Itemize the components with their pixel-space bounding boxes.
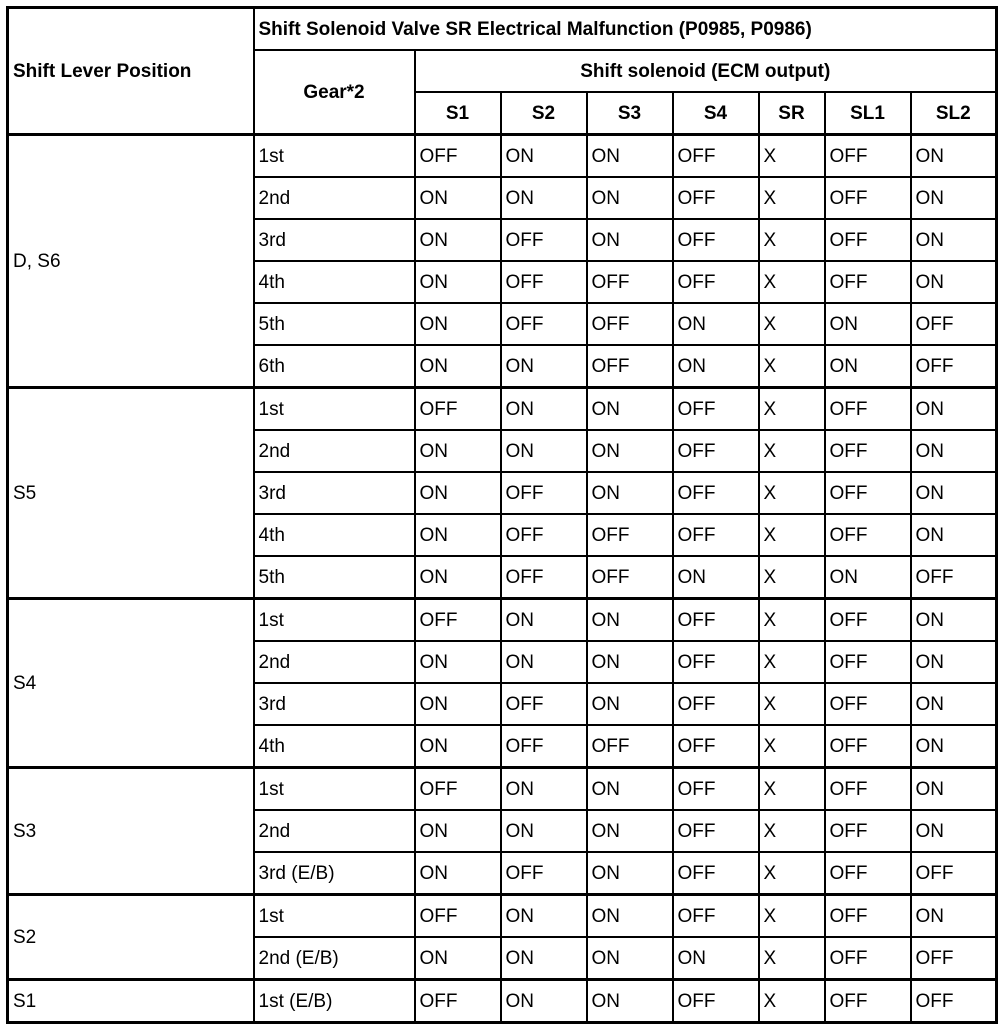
lever-position-cell: S4 xyxy=(8,599,254,768)
solenoid-state-cell: ON xyxy=(673,556,759,599)
solenoid-state-cell: OFF xyxy=(501,556,587,599)
table-row xyxy=(8,768,997,811)
solenoid-state-cell: X xyxy=(759,177,825,219)
solenoid-state-cell: OFF xyxy=(501,514,587,556)
solenoid-state-cell: OFF xyxy=(825,219,911,261)
solenoid-state-cell: OFF xyxy=(911,980,997,1023)
solenoid-state-cell: OFF xyxy=(825,937,911,980)
solenoid-state-cell: ON xyxy=(587,388,673,431)
solenoid-state-cell: ON xyxy=(587,937,673,980)
solenoid-state-cell: ON xyxy=(587,895,673,938)
solenoid-table xyxy=(6,6,998,1024)
solenoid-state-cell: OFF xyxy=(501,219,587,261)
solenoid-state-cell: OFF xyxy=(587,725,673,768)
solenoid-state-cell: OFF xyxy=(825,641,911,683)
gear-cell: 2nd (E/B) xyxy=(254,937,415,980)
solenoid-state-cell: ON xyxy=(587,430,673,472)
solenoid-state-cell: X xyxy=(759,303,825,345)
solenoid-state-cell: ON xyxy=(587,219,673,261)
solenoid-state-cell: X xyxy=(759,725,825,768)
solenoid-state-cell: X xyxy=(759,810,825,852)
table-row xyxy=(8,895,997,938)
solenoid-state-cell: ON xyxy=(415,472,501,514)
solenoid-state-cell: ON xyxy=(501,980,587,1023)
solenoid-state-cell: X xyxy=(759,852,825,895)
gear-cell: 2nd xyxy=(254,177,415,219)
gear-cell: 1st xyxy=(254,599,415,642)
solenoid-state-cell: OFF xyxy=(911,303,997,345)
solenoid-state-cell: OFF xyxy=(415,388,501,431)
solenoid-state-cell: ON xyxy=(415,345,501,388)
solenoid-state-cell: OFF xyxy=(501,303,587,345)
solenoid-state-cell: ON xyxy=(587,599,673,642)
malfunction-title: Shift Solenoid Valve SR Electrical Malfunction (P0985, P0986) xyxy=(254,8,997,51)
solenoid-state-cell: OFF xyxy=(673,219,759,261)
solenoid-header-s4: S4 xyxy=(673,92,759,135)
solenoid-state-cell: ON xyxy=(501,135,587,178)
solenoid-state-cell: ON xyxy=(825,556,911,599)
solenoid-state-cell: OFF xyxy=(825,810,911,852)
solenoid-state-cell: X xyxy=(759,388,825,431)
lever-position-cell: S2 xyxy=(8,895,254,980)
gear-cell: 1st xyxy=(254,768,415,811)
solenoid-state-cell: ON xyxy=(825,303,911,345)
gear-cell: 4th xyxy=(254,725,415,768)
solenoid-state-cell: OFF xyxy=(673,514,759,556)
solenoid-state-cell: OFF xyxy=(825,852,911,895)
lever-position-header: Shift Lever Position xyxy=(8,8,254,135)
solenoid-state-cell: ON xyxy=(415,177,501,219)
solenoid-state-cell: ON xyxy=(911,599,997,642)
solenoid-state-cell: X xyxy=(759,514,825,556)
solenoid-state-cell: OFF xyxy=(673,980,759,1023)
solenoid-state-cell: ON xyxy=(911,641,997,683)
solenoid-state-cell: X xyxy=(759,937,825,980)
lever-position-cell: D, S6 xyxy=(8,135,254,388)
solenoid-state-cell: ON xyxy=(911,472,997,514)
solenoid-state-cell: ON xyxy=(911,135,997,178)
solenoid-state-cell: ON xyxy=(911,388,997,431)
solenoid-state-cell: ON xyxy=(673,345,759,388)
solenoid-state-cell: X xyxy=(759,472,825,514)
solenoid-state-cell: OFF xyxy=(673,599,759,642)
solenoid-state-cell: ON xyxy=(415,261,501,303)
solenoid-state-cell: ON xyxy=(415,303,501,345)
solenoid-state-cell: ON xyxy=(415,683,501,725)
solenoid-state-cell: ON xyxy=(911,683,997,725)
solenoid-state-cell: OFF xyxy=(673,177,759,219)
solenoid-state-cell: OFF xyxy=(825,514,911,556)
solenoid-state-cell: OFF xyxy=(587,345,673,388)
solenoid-state-cell: OFF xyxy=(911,852,997,895)
gear-header: Gear*2 xyxy=(254,50,415,135)
solenoid-state-cell: OFF xyxy=(415,768,501,811)
solenoid-state-cell: ON xyxy=(911,430,997,472)
solenoid-state-cell: OFF xyxy=(587,556,673,599)
solenoid-state-cell: X xyxy=(759,261,825,303)
solenoid-state-cell: ON xyxy=(501,937,587,980)
solenoid-state-cell: X xyxy=(759,641,825,683)
solenoid-state-cell: OFF xyxy=(415,980,501,1023)
solenoid-state-cell: ON xyxy=(415,514,501,556)
gear-cell: 1st xyxy=(254,388,415,431)
table-body xyxy=(8,135,997,1023)
solenoid-state-cell: OFF xyxy=(501,725,587,768)
gear-cell: 4th xyxy=(254,514,415,556)
gear-cell: 2nd xyxy=(254,430,415,472)
solenoid-state-cell: ON xyxy=(415,219,501,261)
solenoid-state-cell: OFF xyxy=(415,895,501,938)
solenoid-state-cell: ON xyxy=(415,937,501,980)
solenoid-state-cell: ON xyxy=(415,810,501,852)
table-row xyxy=(8,388,997,431)
solenoid-state-cell: OFF xyxy=(825,430,911,472)
solenoid-state-cell: OFF xyxy=(825,895,911,938)
solenoid-state-cell: ON xyxy=(415,430,501,472)
solenoid-state-cell: OFF xyxy=(825,980,911,1023)
solenoid-header-sl2: SL2 xyxy=(911,92,997,135)
solenoid-state-cell: X xyxy=(759,345,825,388)
solenoid-header-s3: S3 xyxy=(587,92,673,135)
gear-cell: 5th xyxy=(254,303,415,345)
solenoid-state-cell: OFF xyxy=(587,303,673,345)
solenoid-header-s1: S1 xyxy=(415,92,501,135)
solenoid-state-cell: ON xyxy=(501,177,587,219)
solenoid-state-cell: ON xyxy=(911,725,997,768)
solenoid-state-cell: ON xyxy=(911,768,997,811)
gear-cell: 4th xyxy=(254,261,415,303)
solenoid-state-cell: OFF xyxy=(501,683,587,725)
solenoid-state-cell: ON xyxy=(911,810,997,852)
solenoid-state-cell: OFF xyxy=(673,852,759,895)
gear-cell: 5th xyxy=(254,556,415,599)
solenoid-state-cell: ON xyxy=(501,641,587,683)
solenoid-state-cell: OFF xyxy=(501,261,587,303)
solenoid-state-cell: ON xyxy=(501,430,587,472)
solenoid-state-cell: ON xyxy=(415,725,501,768)
lever-position-cell: S1 xyxy=(8,980,254,1023)
solenoid-state-cell: X xyxy=(759,556,825,599)
solenoid-state-cell: OFF xyxy=(673,810,759,852)
solenoid-state-cell: OFF xyxy=(673,472,759,514)
solenoid-state-cell: OFF xyxy=(673,768,759,811)
gear-cell: 3rd xyxy=(254,683,415,725)
solenoid-state-cell: ON xyxy=(587,683,673,725)
document xyxy=(6,6,998,1024)
solenoid-state-cell: OFF xyxy=(673,895,759,938)
gear-cell: 1st (E/B) xyxy=(254,980,415,1023)
table-row xyxy=(8,135,997,178)
solenoid-state-cell: ON xyxy=(673,303,759,345)
solenoid-state-cell: OFF xyxy=(673,683,759,725)
solenoid-state-cell: ON xyxy=(501,895,587,938)
solenoid-state-cell: OFF xyxy=(825,135,911,178)
solenoid-state-cell: X xyxy=(759,683,825,725)
solenoid-state-cell: OFF xyxy=(673,725,759,768)
solenoid-state-cell: OFF xyxy=(825,388,911,431)
solenoid-state-cell: OFF xyxy=(673,641,759,683)
solenoid-state-cell: X xyxy=(759,599,825,642)
solenoid-state-cell: ON xyxy=(415,852,501,895)
table-header xyxy=(8,8,997,135)
lever-position-cell: S5 xyxy=(8,388,254,599)
solenoid-state-cell: ON xyxy=(501,388,587,431)
solenoid-state-cell: ON xyxy=(415,641,501,683)
solenoid-state-cell: OFF xyxy=(825,768,911,811)
solenoid-state-cell: ON xyxy=(911,895,997,938)
solenoid-state-cell: X xyxy=(759,895,825,938)
solenoid-state-cell: ON xyxy=(501,599,587,642)
solenoid-state-cell: ON xyxy=(911,177,997,219)
solenoid-state-cell: ON xyxy=(587,177,673,219)
solenoid-state-cell: ON xyxy=(501,345,587,388)
solenoid-state-cell: ON xyxy=(911,261,997,303)
solenoid-group-header: Shift solenoid (ECM output) xyxy=(415,50,997,92)
gear-cell: 3rd xyxy=(254,219,415,261)
solenoid-state-cell: OFF xyxy=(911,556,997,599)
solenoid-header-s2: S2 xyxy=(501,92,587,135)
solenoid-state-cell: ON xyxy=(587,768,673,811)
solenoid-state-cell: ON xyxy=(501,810,587,852)
solenoid-state-cell: ON xyxy=(587,135,673,178)
solenoid-state-cell: OFF xyxy=(825,472,911,514)
solenoid-state-cell: OFF xyxy=(673,135,759,178)
solenoid-state-cell: ON xyxy=(673,937,759,980)
solenoid-state-cell: ON xyxy=(911,514,997,556)
table-row xyxy=(8,599,997,642)
solenoid-state-cell: ON xyxy=(415,556,501,599)
solenoid-state-cell: OFF xyxy=(501,472,587,514)
lever-position-cell: S3 xyxy=(8,768,254,895)
solenoid-state-cell: ON xyxy=(587,641,673,683)
solenoid-header-sr: SR xyxy=(759,92,825,135)
gear-cell: 2nd xyxy=(254,810,415,852)
solenoid-state-cell: OFF xyxy=(825,177,911,219)
solenoid-state-cell: ON xyxy=(587,980,673,1023)
solenoid-state-cell: ON xyxy=(825,345,911,388)
solenoid-state-cell: X xyxy=(759,219,825,261)
gear-cell: 1st xyxy=(254,895,415,938)
solenoid-state-cell: ON xyxy=(587,810,673,852)
solenoid-state-cell: X xyxy=(759,135,825,178)
solenoid-state-cell: OFF xyxy=(673,261,759,303)
table-row xyxy=(8,980,997,1023)
gear-cell: 3rd xyxy=(254,472,415,514)
solenoid-state-cell: X xyxy=(759,768,825,811)
solenoid-state-cell: OFF xyxy=(501,852,587,895)
solenoid-state-cell: OFF xyxy=(911,345,997,388)
solenoid-state-cell: OFF xyxy=(415,599,501,642)
gear-cell: 3rd (E/B) xyxy=(254,852,415,895)
solenoid-state-cell: OFF xyxy=(587,261,673,303)
solenoid-state-cell: ON xyxy=(587,852,673,895)
solenoid-state-cell: ON xyxy=(587,472,673,514)
solenoid-state-cell: OFF xyxy=(587,514,673,556)
gear-cell: 2nd xyxy=(254,641,415,683)
solenoid-state-cell: OFF xyxy=(825,599,911,642)
solenoid-state-cell: X xyxy=(759,980,825,1023)
solenoid-state-cell: OFF xyxy=(825,683,911,725)
solenoid-state-cell: X xyxy=(759,430,825,472)
solenoid-state-cell: OFF xyxy=(673,430,759,472)
solenoid-state-cell: OFF xyxy=(825,261,911,303)
solenoid-state-cell: OFF xyxy=(415,135,501,178)
gear-cell: 1st xyxy=(254,135,415,178)
gear-cell: 6th xyxy=(254,345,415,388)
solenoid-state-cell: ON xyxy=(911,219,997,261)
solenoid-state-cell: OFF xyxy=(825,725,911,768)
solenoid-state-cell: OFF xyxy=(911,937,997,980)
solenoid-state-cell: OFF xyxy=(673,388,759,431)
solenoid-header-sl1: SL1 xyxy=(825,92,911,135)
solenoid-state-cell: ON xyxy=(501,768,587,811)
